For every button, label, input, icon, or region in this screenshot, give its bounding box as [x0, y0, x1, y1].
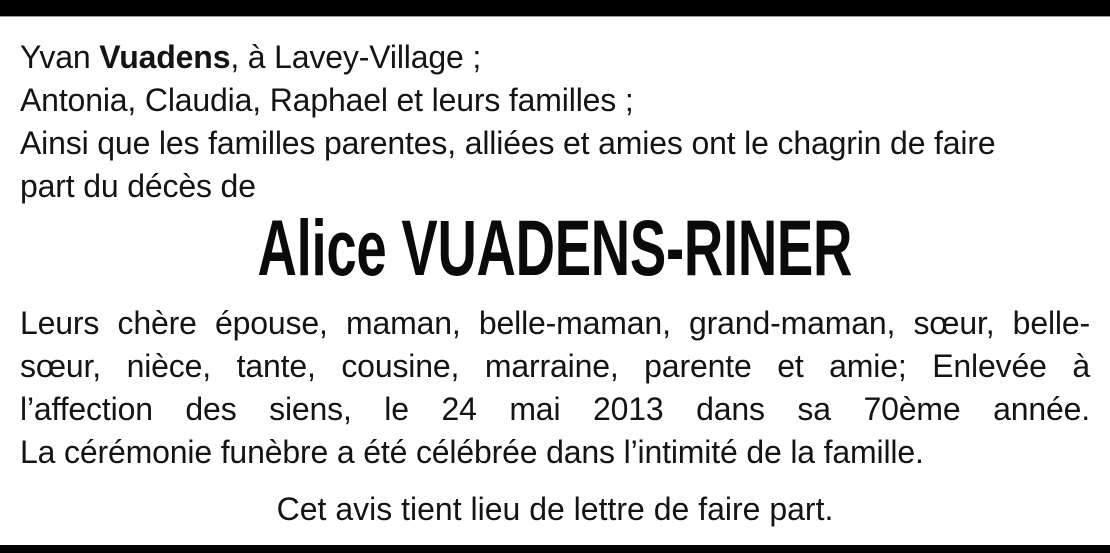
tribute-line-3: l’affection des siens, le 24 mai 2013 dans sa 70ème année. [20, 391, 1090, 427]
intro-paragraph [20, 36, 1090, 208]
deceased-name-row [0, 203, 1110, 292]
deceased-name-heading: Alice VUADENS-RINER [257, 203, 853, 292]
tribute-line-4: La cérémonie funèbre a été célébrée dans l’intimité de la famille. [20, 434, 924, 470]
closing-statement: Cet avis tient lieu de lettre de faire part. [276, 491, 834, 527]
tribute-line-2: sœur, nièce, tante, cousine, marraine, parente et amie; Enlevée à [20, 348, 1090, 384]
tribute-line-1: Leurs chère épouse, maman, belle-maman, grand-maman, sœur, belle- [20, 305, 1090, 341]
intro-line-1 [20, 36, 1090, 79]
family-surname: Vuadens [99, 39, 231, 75]
intro-line-1-suffix: , à Lavey-Village ; [230, 39, 482, 75]
intro-line-3: Ainsi que les familles parentes, alliées et amies ont le chagrin de faire [20, 125, 996, 161]
intro-line-1-prefix: Yvan [20, 39, 100, 75]
tribute-paragraph [20, 302, 1090, 474]
intro-line-4: part du décès de [20, 168, 256, 204]
top-black-bar [0, 0, 1110, 16]
intro-line-2: Antonia, Claudia, Raphael et leurs familles ; [20, 82, 634, 118]
bottom-black-bar [0, 545, 1110, 553]
top-bar-edge-line [0, 16, 1110, 17]
